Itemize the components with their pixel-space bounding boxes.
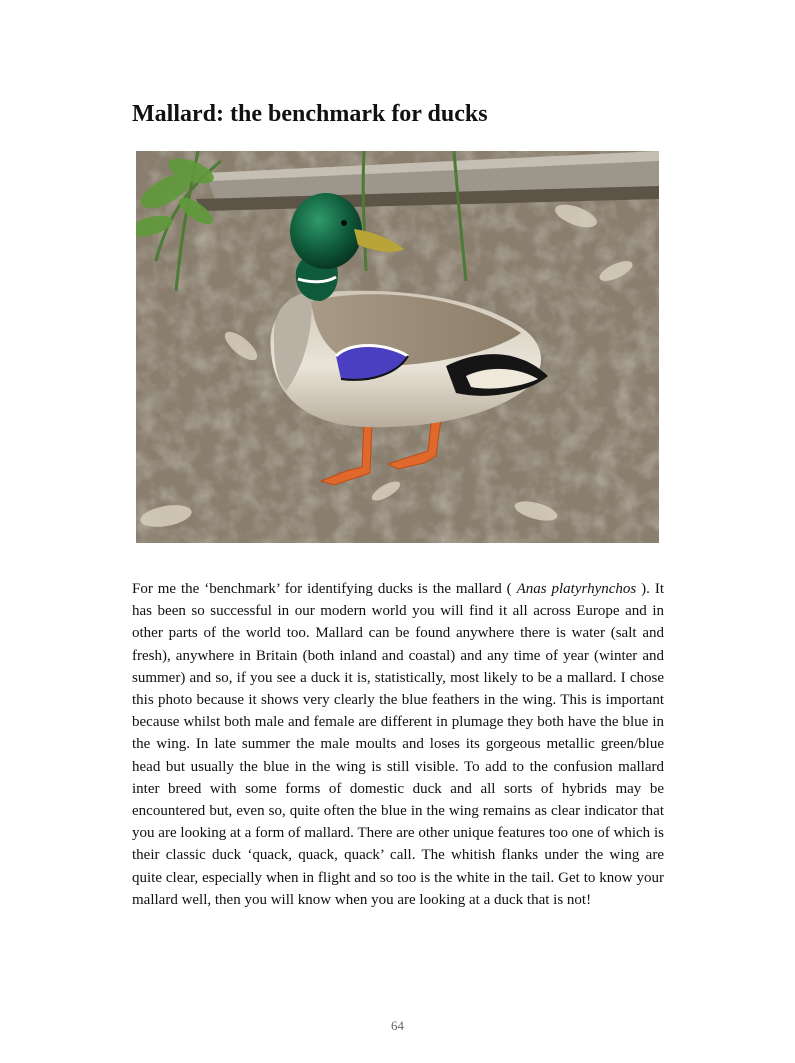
- page-title: Mallard: the benchmark for ducks: [132, 101, 488, 127]
- mallard-photo: [136, 151, 659, 543]
- page-number: 64: [391, 1018, 404, 1033]
- body-paragraph: [132, 578, 664, 911]
- paragraph-rest: ). It has been so successful in our modern world you will find it all across Europe and in other parts of the world too. Mallard can be found anywhere there is water (salt and fresh), anywhere in Britain (both inland and coastal) and any time of year (winter and summer) and so, if you see a duck it is, statistically, most likely to be a mallard. I chose this photo because it shows very clearly the blue feathers in the wing. This is important because whilst both male and female are different in plumage they both have the blue in the wing. In late summer the male moults and loses its gorgeous metallic green/blue head but usually the blue in the wing is still visible. To add to the confusion mallard inter breed with some forms of domestic duck and all sorts of hybrids may be encountered but, even so, quite often the blue in the wing remains as clear indicator that you are looking at a form of mallard. There are other unique features too one of which is their classic duck ‘quack, quack, quack’ call. The whitish flanks under the wing are quite clear, especially when in flight and so too is the white in the tail. Get to know your mallard well, then you will know when you are looking at a duck that is not!: [132, 581, 664, 908]
- paragraph-lead: For me the ‘benchmark’ for identifying ducks is the mallard (: [132, 581, 517, 597]
- species-name: Anas platyrhynchos: [516, 581, 637, 597]
